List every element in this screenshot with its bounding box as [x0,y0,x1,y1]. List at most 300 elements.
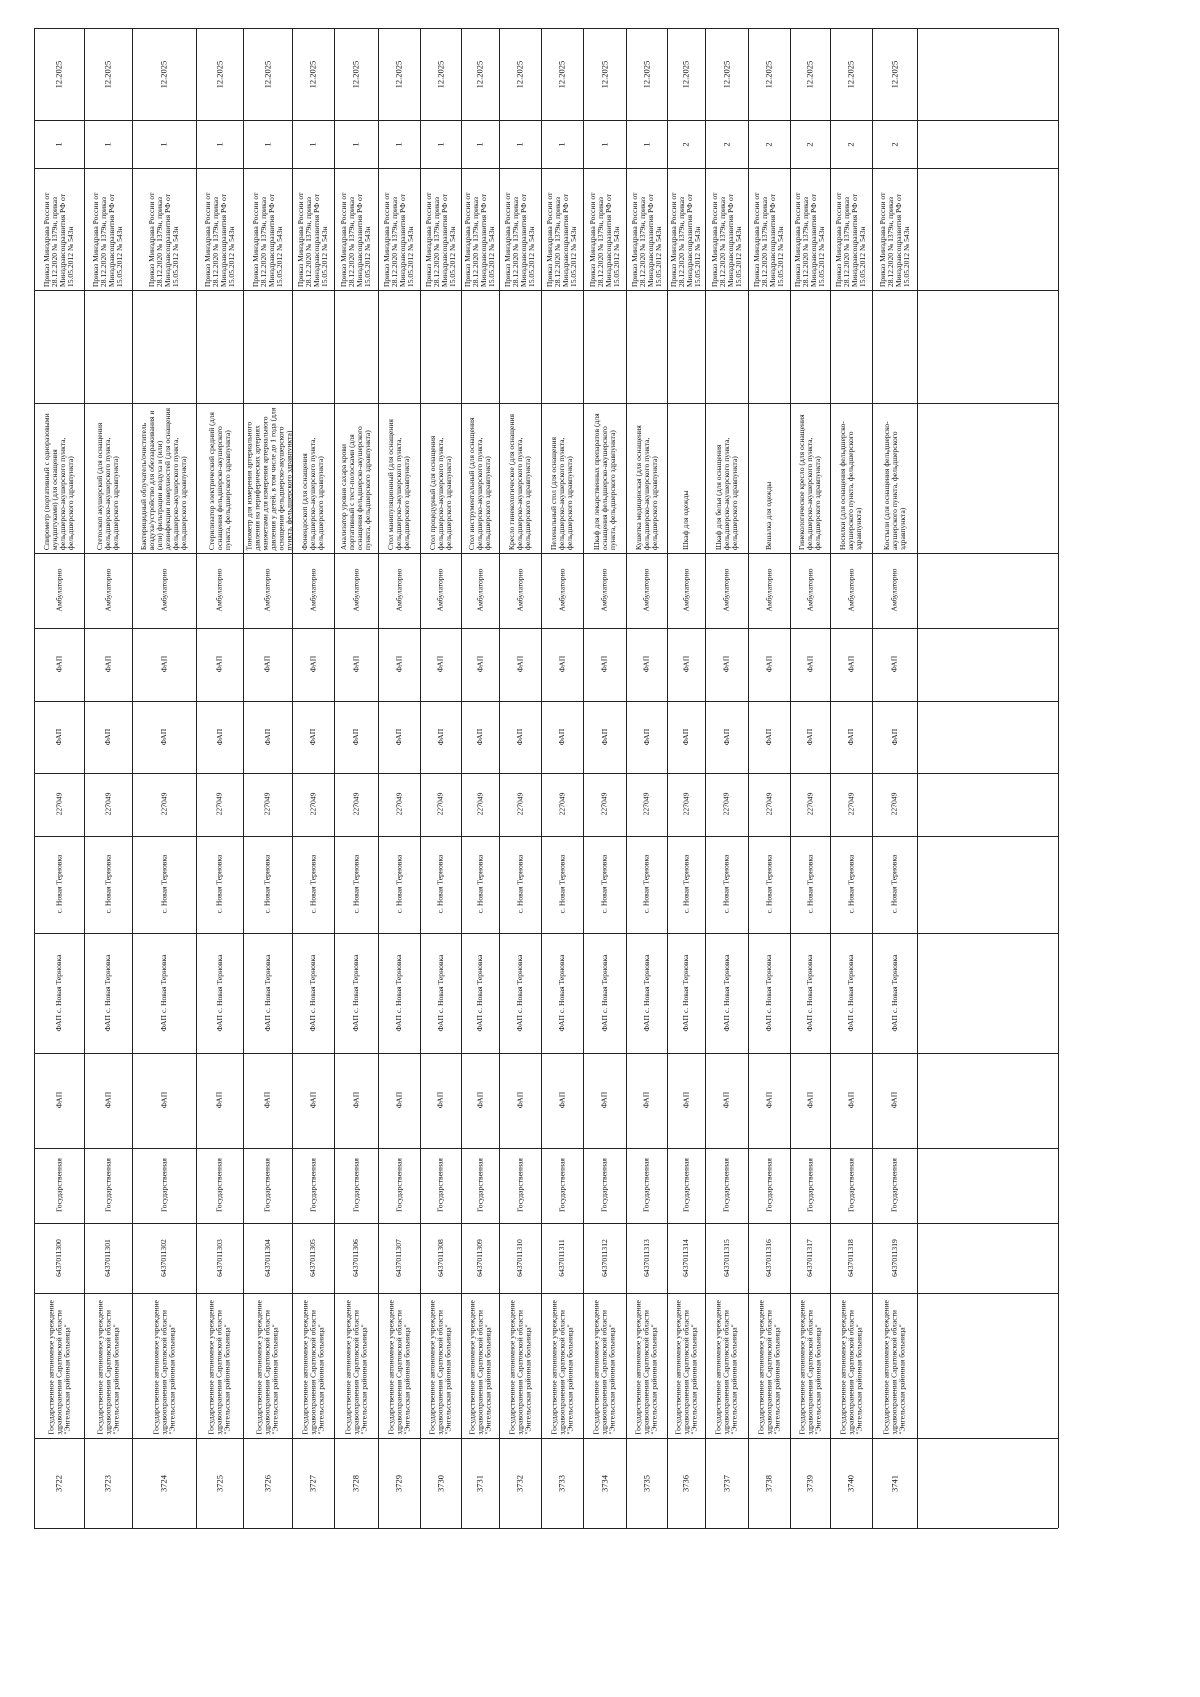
organization-cell [749,1294,789,1437]
care-type-cell [749,554,789,627]
equipment-item-cell-text: Фонендоскоп (для оснащения фельдшерско-акушерского пункта, фельдшерского здравпункта) [299,437,326,550]
equipment-item-cell [542,404,582,552]
ownership-cell [749,1149,789,1222]
facility-type-cell [584,702,625,772]
quantity-cell-text: 1 [307,141,318,147]
unit-name-cell [831,934,871,1052]
quantity-cell [462,121,498,167]
organization-cell [542,1294,582,1437]
facility-type-cell [627,702,666,772]
facility-type-cell [421,702,460,772]
quantity-cell-text: 1 [350,141,361,147]
order-reference-cell-text: Приказ Минздрава России от 28.12.2020 № 1379н, приказ Минздравсоцразвития РФ от 15.05.2012 № 543н [668,192,703,287]
facility-type-cell-text: ФАП [804,656,814,673]
registry-id-cell-text: 6437011310 [514,1239,524,1277]
facility-type-cell [668,629,704,700]
equipment-item-cell-text: Пеленальный стол (для оснащения фельдшерско-акушерского пункта, фельдшерского здравпункта) [548,436,575,550]
equipment-item-cell [35,404,83,552]
care-type-cell [379,554,419,627]
facility-type-cell-text: ФАП [350,1092,360,1109]
row-number-cell-text: 3735 [641,1474,651,1492]
oktmo-code-cell-text: 227049 [680,793,690,816]
facility-type-cell [706,1054,747,1147]
quantity-cell [85,121,131,167]
registry-id-cell-text: 6437011302 [158,1239,168,1277]
care-type-cell-text: Амбулаторно [763,569,773,612]
facility-type-cell [500,702,540,772]
organization-cell-text: Государственное автономное учреждение здравоохранения Саратовской области "Энгельсская районная больница" [506,1300,533,1435]
facility-type-cell [35,1054,83,1147]
ownership-cell [197,1149,242,1222]
registry-id-cell-text: 6437011306 [350,1239,360,1277]
unit-name-cell [462,934,498,1052]
row-number-cell-text: 3729 [393,1474,404,1492]
facility-type-cell-text: ФАП [214,656,224,673]
facility-type-cell [379,629,419,700]
facility-type-cell-text: ФАП [680,656,690,673]
ownership-cell [668,1149,704,1222]
organization-cell [831,1294,871,1437]
date-cell-text: 12.2025 [102,60,113,88]
care-type-cell-text: Амбулаторно [804,569,814,612]
date-cell [35,29,83,119]
row-number-cell-text: 3738 [763,1474,774,1492]
oktmo-code-cell [462,774,498,835]
facility-type-cell-text: ФАП [599,728,609,746]
equipment-item-cell [335,404,377,552]
unit-name-cell [627,934,666,1052]
ownership-cell [85,1149,131,1222]
facility-type-cell-text: ФАП [845,1092,855,1109]
facility-type-cell-text: ФАП [262,728,272,746]
locality-cell-text: с. Новая Терновка [158,855,168,914]
organization-cell-text: Государственное автономное учреждение здравоохранения Саратовской области "Энгельсская районная больница" [254,1300,280,1435]
organization-cell-text: Государственное автономное учреждение здравоохранения Саратовской области "Энгельсская районная больница" [713,1300,739,1435]
oktmo-code-cell [379,774,419,835]
care-type-cell-text: Амбулаторно [350,569,360,612]
locality-cell [421,837,460,932]
oktmo-code-cell [831,774,871,835]
locality-cell [197,837,242,932]
organization-cell [873,1294,916,1437]
quantity-cell [335,121,377,167]
facility-type-cell-text: ФАП [53,728,63,746]
facility-type-cell-text: ФАП [514,728,524,746]
facility-type-cell-text: ФАП [556,1092,566,1109]
locality-cell [35,837,83,932]
ownership-cell [791,1149,829,1222]
registry-id-cell [668,1224,704,1292]
locality-cell [706,837,747,932]
registry-id-cell [873,1224,916,1292]
registry-id-cell [244,1224,291,1292]
ownership-cell [421,1149,460,1222]
quantity-cell [133,121,195,167]
quantity-cell-text: 1 [599,141,609,147]
date-cell [542,29,582,119]
locality-cell-text: с. Новая Терновка [845,855,855,914]
facility-type-cell [749,1054,789,1147]
equipment-item-cell [831,404,871,552]
oktmo-code-cell-text: 227049 [435,793,445,816]
oktmo-code-cell-text: 227049 [514,793,524,816]
facility-type-cell-text: ФАП [262,1092,272,1109]
order-reference-cell [421,169,460,289]
care-type-cell-text: Амбулаторно [556,569,566,612]
care-type-cell-text: Амбулаторно [158,569,168,612]
row-number-cell-text: 3739 [804,1474,815,1492]
care-type-cell-text: Амбулаторно [845,569,855,612]
oktmo-code-cell [293,774,333,835]
care-type-cell [462,554,498,627]
organization-cell-text: Государственное автономное учреждение здравоохранения Саратовской области "Энгельсская районная больница" [94,1300,121,1435]
registry-id-cell-text: 6437011301 [102,1239,112,1277]
registry-id-cell [197,1224,242,1292]
facility-type-cell [542,1054,582,1147]
locality-cell-text: с. Новая Терновка [556,855,566,914]
facility-type-cell-text: ФАП [641,728,651,746]
facility-type-cell [197,1054,242,1147]
locality-cell-text: с. Новая Терновка [262,855,272,914]
care-type-cell-text: Амбулаторно [514,569,524,612]
equipment-item-cell [197,404,242,552]
locality-cell-text: с. Новая Терновка [53,855,63,914]
facility-type-cell [668,1054,704,1147]
oktmo-code-cell-text: 227049 [599,793,609,816]
oktmo-code-cell [668,774,704,835]
oktmo-code-cell-text: 227049 [102,793,112,816]
date-cell-text: 12.2025 [599,60,609,88]
unit-name-cell-text: ФАП с. Новая Терновка [307,954,317,1032]
registry-id-cell-text: 6437011305 [307,1239,317,1277]
facility-type-cell [831,1054,871,1147]
care-type-cell [584,554,625,627]
organization-cell-text: Государственное автономное учреждение здравоохранения Саратовской области "Энгельсская районная больница" [299,1300,326,1435]
unit-name-cell-text: ФАП с. Новая Терновка [514,954,524,1032]
order-reference-cell [584,169,625,289]
unit-name-cell [133,934,195,1052]
row-number-cell [627,1439,666,1527]
unit-name-cell [584,934,625,1052]
date-cell [749,29,789,119]
order-reference-cell-text: Приказ Минздрава России от 28.12.2020 № 1379н, приказ Минздравсоцразвития РФ от 15.05.2012 № 543н [250,192,284,287]
row-number-cell [35,1439,83,1527]
equipment-item-cell-text: Тонометр для измерения артериального давления на периферических артериях манжетами для измерения артериального давления у детей, в том числе до 1 года (для оснащения фельдшерско-акушерского пункта, фельдшерского здравпункта) [244,407,294,550]
order-reference-cell [197,169,242,289]
registry-id-cell [85,1224,131,1292]
quantity-cell [197,121,242,167]
facility-type-cell [85,702,131,772]
row-number-cell [542,1439,582,1527]
organization-cell [335,1294,377,1437]
locality-cell-text: с. Новая Терновка [214,855,224,914]
unit-name-cell-text: ФАП с. Новая Терновка [102,954,112,1032]
equipment-item-cell-text: Носилки (для оснащения фельдшерско-акушерского пункта, фельдшерского здравпункта) [837,421,864,550]
organization-cell [706,1294,747,1437]
quantity-cell-text: 1 [102,141,113,147]
organization-cell-text: Государственное автономное учреждение здравоохранения Саратовской области "Энгельсская районная больница" [342,1300,369,1435]
registry-id-cell [335,1224,377,1292]
organization-cell [462,1294,498,1437]
row-number-cell-text: 3726 [262,1474,272,1492]
registry-id-cell-text: 6437011309 [474,1239,484,1277]
unit-name-cell [421,934,460,1052]
order-reference-cell-text: Приказ Минздрава России от 28.12.2020 № 1379н, приказ Минздравсоцразвития РФ от 15.05.2012 № 543н [751,192,786,287]
organization-cell-text: Государственное автономное учреждение здравоохранения Саратовской области "Энгельсская районная больница" [548,1300,575,1435]
care-type-cell [873,554,916,627]
care-type-cell-text: Амбулаторно [641,569,651,612]
locality-cell-text: с. Новая Терновка [514,855,524,914]
care-type-cell [421,554,460,627]
facility-type-cell [706,629,747,700]
row-number-cell-text: 3724 [158,1474,169,1492]
equipment-item-cell-text: Гинекологическое кресло (для оснащения фельдшерско-акушерского пункта, фельдшерского здравпункта) [796,414,823,550]
oktmo-code-cell-text: 227049 [556,793,566,816]
registry-id-cell-text: 6437011311 [556,1239,566,1277]
column-separator-line [34,1528,1058,1529]
oktmo-code-cell-text: 227049 [804,793,814,816]
equipment-item-cell [421,404,460,552]
oktmo-code-cell-text: 227049 [214,793,224,816]
equipment-item-cell-text: Стол инструментальный (для оснащения фельдшерско-акушерского пункта, фельдшерского здравпункта) [466,417,493,550]
oktmo-code-cell [133,774,195,835]
row-number-cell [873,1439,916,1527]
date-cell-text: 12.2025 [393,60,404,88]
equipment-item-cell [379,404,419,552]
locality-cell [335,837,377,932]
date-cell-text: 12.2025 [845,60,856,88]
equipment-item-cell-text: Стетоскоп акушерский (для оснащения фельдшерско-акушерского пункта, фельдшерского здравпункта) [94,422,121,550]
locality-cell [293,837,333,932]
care-type-cell-text: Амбулаторно [214,569,224,612]
facility-type-cell-text: ФАП [721,1092,731,1109]
order-reference-cell-text: Приказ Минздрава России от 28.12.2020 № 1379н, приказ Минздравсоцразвития РФ от 15.05.2012 № 543н [502,192,537,287]
oktmo-code-cell [421,774,460,835]
facility-type-cell [35,702,83,772]
order-reference-cell-text: Приказ Минздрава России от 28.12.2020 № 1379н, приказ Минздравсоцразвития РФ от 15.05.2012 № 543н [833,192,868,287]
unit-name-cell-text: ФАП с. Новая Терновка [721,954,731,1032]
row-number-cell [85,1439,131,1527]
locality-cell-text: с. Новая Терновка [435,855,445,914]
ownership-cell-text: Государственная [435,1158,445,1213]
oktmo-code-cell [244,774,291,835]
care-type-cell [627,554,666,627]
row-number-cell-text: 3730 [435,1474,445,1492]
facility-type-cell [627,1054,666,1147]
equipment-item-cell [706,404,747,552]
registry-id-cell [706,1224,747,1292]
facility-type-cell [244,1054,291,1147]
oktmo-code-cell-text: 227049 [53,793,63,816]
organization-cell [791,1294,829,1437]
care-type-cell-text: Амбулаторно [721,569,731,612]
unit-name-cell-text: ФАП с. Новая Терновка [641,954,651,1032]
ownership-cell-text: Государственная [158,1158,168,1213]
locality-cell-text: с. Новая Терновка [599,855,609,914]
quantity-cell [293,121,333,167]
organization-cell-text: Государственное автономное учреждение здравоохранения Саратовской области "Энгельсская районная больница" [150,1300,177,1435]
care-type-cell [197,554,242,627]
locality-cell [791,837,829,932]
care-type-cell [85,554,131,627]
quantity-cell-text: 2 [845,141,856,147]
facility-type-cell-text: ФАП [721,728,731,746]
organization-cell-text: Государственное автономное учреждение здравоохранения Саратовской области "Энгельсская районная больница" [45,1300,72,1435]
registry-id-cell-text: 6437011318 [845,1239,855,1277]
locality-cell-text: с. Новая Терновка [680,855,690,914]
care-type-cell [293,554,333,627]
order-reference-cell-text: Приказ Минздрава России от 28.12.2020 № 1379н, приказ Минздравсоцразвития РФ от 15.05.2012 № 543н [709,192,743,287]
oktmo-code-cell-text: 227049 [350,793,360,816]
unit-name-cell [335,934,377,1052]
facility-type-cell [791,702,829,772]
facility-type-cell [421,629,460,700]
order-reference-cell [133,169,195,289]
row-number-cell-text: 3737 [721,1474,731,1492]
quantity-cell-text: 2 [804,141,815,147]
row-number-cell-text: 3733 [556,1474,567,1492]
facility-type-cell [706,702,747,772]
row-separator-line [1058,28,1059,1528]
care-type-cell [706,554,747,627]
unit-name-cell [197,934,242,1052]
facility-type-cell-text: ФАП [393,728,403,746]
locality-cell [542,837,582,932]
quantity-cell [584,121,625,167]
care-type-cell-text: Амбулаторно [53,569,63,612]
care-type-cell-text: Амбулаторно [435,569,445,612]
oktmo-code-cell-text: 227049 [393,793,403,816]
facility-type-cell [873,1054,916,1147]
equipment-item-cell-text: Стерилизатор электрический средний (для оснащения фельдшерско-акушерского пункта, фельдшерского здравпункта) [206,412,232,550]
oktmo-code-cell [873,774,916,835]
facility-type-cell-text: ФАП [474,1092,484,1109]
order-reference-cell [542,169,582,289]
oktmo-code-cell-text: 227049 [641,793,651,816]
equipment-item-cell [627,404,666,552]
quantity-cell-text: 1 [214,141,224,147]
registry-id-cell [133,1224,195,1292]
registry-id-cell [293,1224,333,1292]
unit-name-cell [379,934,419,1052]
date-cell [421,29,460,119]
locality-cell [379,837,419,932]
row-number-cell [133,1439,195,1527]
ownership-cell-text: Государственная [262,1158,272,1213]
date-cell-text: 12.2025 [763,60,774,88]
facility-type-cell [379,702,419,772]
order-reference-cell-text: Приказ Минздрава России от 28.12.2020 № 1379н, приказ Минздравсоцразвития РФ от 15.05.2012 № 543н [41,192,76,287]
care-type-cell [133,554,195,627]
date-cell [133,29,195,119]
registry-id-cell [421,1224,460,1292]
order-reference-cell-text: Приказ Минздрава России от 28.12.2020 № 1379н, приказ Минздравсоцразвития РФ от 15.05.2012 № 543н [877,192,911,287]
facility-type-cell [500,1054,540,1147]
row-number-cell [668,1439,704,1527]
facility-type-cell-text: ФАП [53,656,63,673]
facility-type-cell-text: ФАП [307,656,317,673]
facility-type-cell [335,629,377,700]
registry-id-cell [584,1224,625,1292]
row-number-cell-text: 3725 [214,1474,224,1492]
quantity-cell-text: 2 [889,141,899,147]
unit-name-cell [244,934,291,1052]
unit-name-cell [35,934,83,1052]
locality-cell-text: с. Новая Терновка [721,855,731,914]
facility-type-cell [244,629,291,700]
facility-type-cell [85,1054,131,1147]
row-number-cell-text: 3734 [599,1474,609,1492]
date-cell-text: 12.2025 [721,60,731,88]
registry-id-cell [35,1224,83,1292]
order-reference-cell [749,169,789,289]
order-reference-cell-text: Приказ Минздрава России от 28.12.2020 № 1379н, приказ Минздравсоцразвития РФ от 15.05.2012 № 543н [338,192,373,287]
facility-type-cell-text: ФАП [556,728,566,746]
locality-cell [133,837,195,932]
quantity-cell [873,121,916,167]
date-cell-text: 12.2025 [804,60,815,88]
order-reference-cell [379,169,419,289]
organization-cell [421,1294,460,1437]
oktmo-code-cell [335,774,377,835]
row-number-cell-text: 3741 [889,1474,899,1492]
equipment-item-cell [85,404,131,552]
ownership-cell [462,1149,498,1222]
locality-cell-text: с. Новая Терновка [474,855,484,914]
row-number-cell [244,1439,291,1527]
row-number-cell [335,1439,377,1527]
unit-name-cell-text: ФАП с. Новая Терновка [53,954,63,1032]
facility-type-cell-text: ФАП [435,656,445,673]
quantity-cell [421,121,460,167]
locality-cell [85,837,131,932]
date-cell-text: 12.2025 [435,60,445,88]
order-reference-cell [706,169,747,289]
date-cell [197,29,242,119]
date-cell-text: 12.2025 [262,60,272,88]
facility-type-cell-text: ФАП [889,1092,899,1109]
ownership-cell-text: Государственная [53,1158,63,1213]
equipment-item-cell-text: Шкаф для одежды [680,490,690,550]
organization-cell [500,1294,540,1437]
oktmo-code-cell-text: 227049 [307,793,317,816]
facility-type-cell [35,629,83,700]
facility-type-cell [293,1054,333,1147]
facility-type-cell-text: ФАП [680,1092,690,1109]
organization-cell [293,1294,333,1437]
organization-cell [244,1294,291,1437]
facility-type-cell-text: ФАП [721,656,731,673]
date-cell-text: 12.2025 [474,60,485,88]
date-cell-text: 12.2025 [641,60,651,88]
facility-type-cell-text: ФАП [102,728,112,746]
locality-cell [627,837,666,932]
organization-cell-text: Государственное автономное учреждение здравоохранения Саратовской области "Энгельсская районная больница" [466,1300,493,1435]
facility-type-cell [462,702,498,772]
registry-id-cell-text: 6437011300 [53,1239,63,1277]
date-cell [244,29,291,119]
organization-cell-text: Государственное автономное учреждение здравоохранения Саратовской области "Энгельсская районная больница" [837,1300,864,1435]
quantity-cell [706,121,747,167]
oktmo-code-cell-text: 227049 [889,793,899,816]
care-type-cell [500,554,540,627]
equipment-item-cell-text: Анализатор уровня сахара крови портативный с тест-полосками (для оснащения фельдшерско-акушерского пункта, фельдшерского здравпункта) [338,426,373,550]
registry-id-cell-text: 6437011316 [763,1239,773,1277]
ownership-cell-text: Государственная [214,1158,224,1213]
quantity-cell [500,121,540,167]
locality-cell-text: с. Новая Терновка [102,855,112,914]
locality-cell-text: с. Новая Терновка [763,855,773,914]
